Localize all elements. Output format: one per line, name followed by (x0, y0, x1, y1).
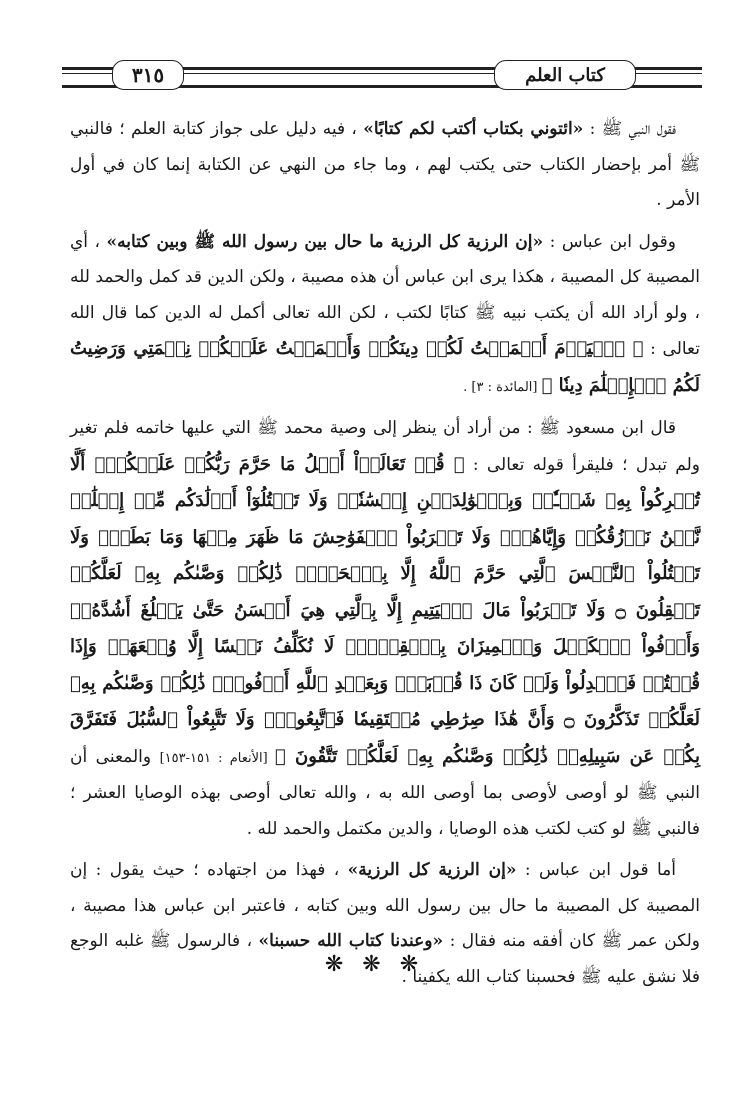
p4-middle: ، فهذا من اجتهاده ؛ حيث يقول : إن المصيبة كل المصيبة ما حال بين رسول الله وبين كتابه ، فاعتبر ابن عباس هذا مصيبة ، ولكن عمر ﷺ كان أفقه منه فقال : (70, 860, 700, 951)
chapter-title: كتاب العلم (494, 60, 636, 90)
paragraph-3 (70, 411, 700, 847)
p4-quote-1: «إن الرزية كل الرزية» (347, 860, 517, 880)
page-body (70, 112, 700, 995)
p2-quote: «إن الرزية كل الرزية ما حال بين رسول الله ﷺ وبين كتابه» (106, 231, 544, 252)
p4-quote-2: «وعندنا كتاب الله حسبنا» (258, 931, 444, 951)
p4-intro: أما قول ابن عباس : (516, 860, 676, 880)
p3-rest: والمعنى أن النبي ﷺ لو أوصى لأوصى بما أوصى الله به ، والله تعالى أوصى بهذه الوصايا العشر ؛ فالنبي ﷺ لو كتب لكتب هذه الوصايا ، والدين مكتمل والحمد لله . (70, 746, 700, 839)
paragraph-1 (70, 112, 700, 219)
p2-rest: ، أي المصيبة كل المصيبة ، هكذا يرى ابن عباس أن هذه مصيبة ، ولكن الدين قد كمل والحمد لله ، ولو أراد الله أن يكتب نبيه ﷺ كتابًا لكتب ، لكن الله تعالى أكمل له الدين كما قال الله تعالى : (70, 231, 700, 359)
page-number: ٣١٥ (112, 60, 184, 90)
p1-hadith-quote: «ائتوني بكتاب أكتب لكم كتابًا» (363, 119, 584, 139)
p3-verse-reference: [الأنعام : ١٥١-١٥٣] (159, 750, 275, 766)
p3-intro: قال ابن مسعود ﷺ : من أراد أن ينظر إلى وصية محمد ﷺ التي عليها خاتمه فلم تغير ولم تبدل ؛ فليقرأ قوله تعالى : (70, 418, 700, 475)
p4-rest: ، فالرسول ﷺ غلبه الوجع فلا نشق عليه ﷺ فحسبنا كتاب الله يكفينا . (70, 931, 700, 987)
p2-verse-reference: [المائدة : ٣] . (463, 379, 542, 395)
p1-intro: فقول النبي ﷺ : (583, 119, 676, 139)
p2-quran-verse: ﴿ ٱلۡيَوۡمَ أَكۡمَلۡتُ لَكُمۡ دِينَكُمۡ وَأَتۡمَمۡتُ عَلَيۡكُمۡ نِعۡمَتِي وَرَضِيتُ لَكُمُ ٱلۡإِسۡلَٰمَ دِينٗا ﴾ (70, 338, 700, 396)
p2-intro: وقول ابن عباس : (543, 231, 676, 252)
paragraph-2 (70, 225, 700, 406)
p3-quran-verse: ﴿ قُلۡ تَعَالَوۡاْ أَتۡلُ مَا حَرَّمَ رَبُّكُمۡ عَلَيۡكُمۡۖ أَلَّا تُشۡرِكُواْ بِهِۦ شَيۡـٔٗاۖ وَبِٱلۡوَٰلِدَيۡنِ إِحۡسَٰنٗاۖ وَلَا تَقۡتُلُوٓاْ أَوۡلَٰدَكُم مِّنۡ إِمۡلَٰقٖ نَّحۡنُ نَرۡزُقُكُمۡ وَإِيَّاهُمۡۖ وَلَا تَقۡرَبُواْ ٱلۡفَوَٰحِشَ مَا ظَهَرَ مِنۡهَا وَمَا بَطَنَۖ وَلَا تَقۡتُلُواْ ٱلنَّفۡسَ ٱلَّتِي حَرَّمَ ٱللَّهُ إِلَّا بِٱلۡحَقِّۚ ذَٰلِكُمۡ وَصَّىٰكُم بِهِۦ لَعَلَّكُمۡ تَعۡقِلُونَ ۝ وَلَا تَقۡرَبُواْ مَالَ ٱلۡيَتِيمِ إِلَّا بِٱلَّتِي هِيَ أَحۡسَنُ حَتَّىٰ يَبۡلُغَ أَشُدَّهُۥۚ وَأَوۡفُواْ ٱلۡكَيۡلَ وَٱلۡمِيزَانَ بِٱلۡقِسۡطِۖ لَا نُكَلِّفُ نَفۡسًا إِلَّا وُسۡعَهَاۖ وَإِذَا قُلۡتُمۡ فَٱعۡدِلُواْ وَلَوۡ كَانَ ذَا قُرۡبَىٰۖ وَبِعَهۡدِ ٱللَّهِ أَوۡفُواْۚ ذَٰلِكُمۡ وَصَّىٰكُم بِهِۦ لَعَلَّكُمۡ تَذَكَّرُونَ ۝ وَأَنَّ هَٰذَا صِرَٰطِي مُسۡتَقِيمٗا فَٱتَّبِعُوهُۖ وَلَا تَتَّبِعُواْ ٱلسُّبُلَ فَتَفَرَّقَ بِكُمۡ عَن سَبِيلِهِۦۚ ذَٰلِكُمۡ وَصَّىٰكُم بِهِۦ لَعَلَّكُمۡ تَتَّقُونَ ﴾ (70, 453, 701, 767)
p1-rest: ، فيه دليل على جواز كتابة العلم ؛ فالنبي ﷺ أمر بإحضار الكتاب حتى يكتب لهم ، وما جاء من النهي عن الكتابة إنما كان في أول الأمر . (70, 119, 700, 210)
section-divider-ornament: ❋ ❋ ❋ (324, 952, 425, 977)
page-header (62, 56, 702, 96)
